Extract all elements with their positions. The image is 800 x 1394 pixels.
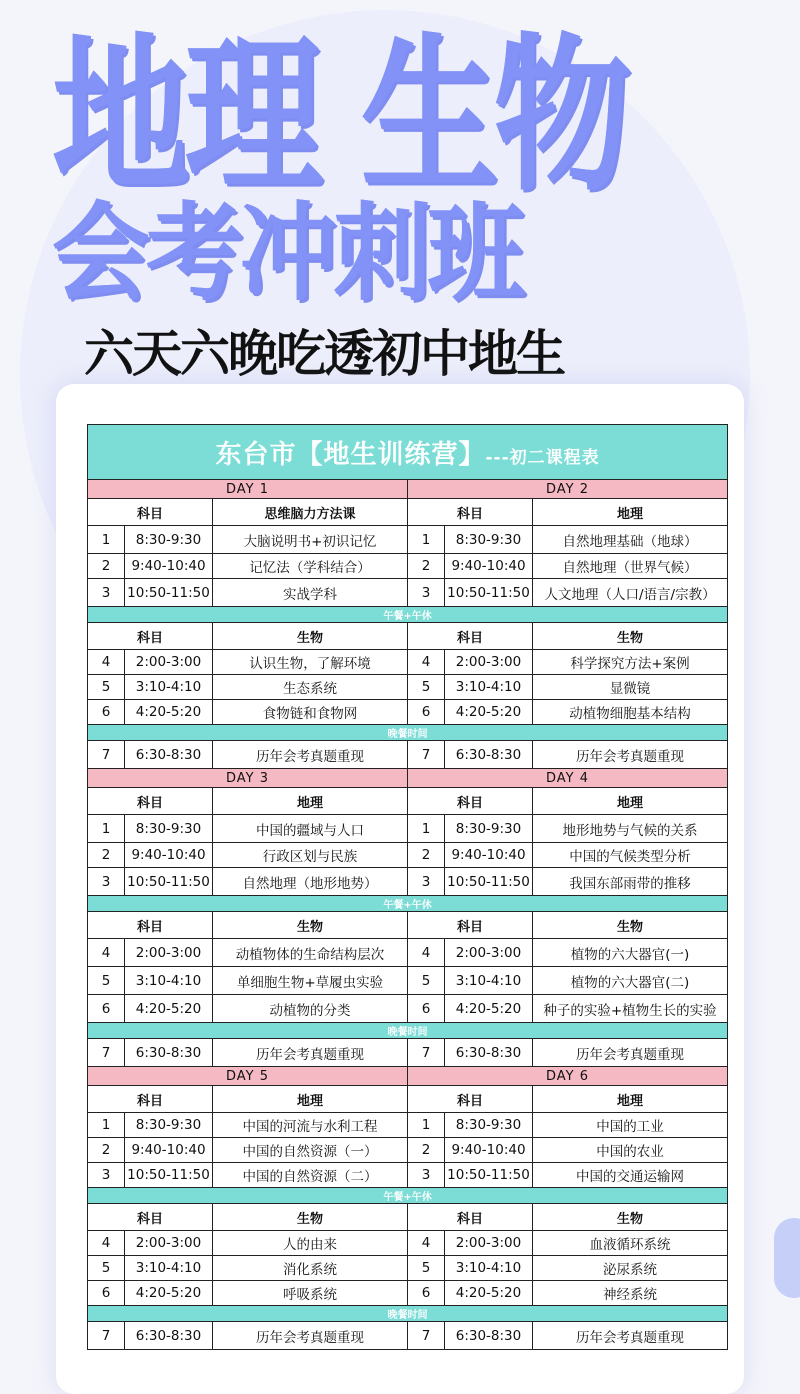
table-row — [88, 554, 728, 579]
subject-header-label: 科目 — [408, 912, 533, 939]
period-number: 3 — [88, 579, 125, 607]
period-number: 5 — [408, 1256, 445, 1281]
course-topic: 自然地理（地形地势） — [213, 868, 408, 896]
subject-header-label: 科目 — [408, 1086, 533, 1113]
session-subject: 生物 — [533, 912, 728, 939]
period-time: 9:40-10:40 — [445, 1138, 533, 1163]
day-label: DAY 1 — [88, 480, 408, 499]
period-number: 4 — [88, 650, 125, 675]
course-topic: 中国的交通运输网 — [533, 1163, 728, 1188]
subject-header-row — [88, 788, 728, 815]
lunch-break-row — [88, 1188, 728, 1204]
subject-header-label: 科目 — [88, 623, 213, 650]
table-row — [88, 1281, 728, 1306]
course-topic: 记忆法（学科结合） — [213, 554, 408, 579]
course-topic: 中国的自然资源（一） — [213, 1138, 408, 1163]
period-time: 10:50-11:50 — [445, 1163, 533, 1188]
table-row — [88, 1231, 728, 1256]
table-row — [88, 526, 728, 554]
period-time: 6:30-8:30 — [445, 1039, 533, 1067]
period-number: 6 — [88, 995, 125, 1023]
table-row — [88, 939, 728, 967]
period-time: 3:10-4:10 — [445, 967, 533, 995]
period-time: 4:20-5:20 — [125, 700, 213, 725]
decoration — [774, 1218, 800, 1298]
day-label: DAY 4 — [408, 769, 728, 788]
table-row — [88, 1256, 728, 1281]
course-topic: 我国东部雨带的推移 — [533, 868, 728, 896]
table-row — [88, 579, 728, 607]
course-topic: 中国的工业 — [533, 1113, 728, 1138]
table-row — [88, 650, 728, 675]
tagline: 六天六晚吃透初中地生 — [84, 325, 564, 383]
period-number: 3 — [88, 868, 125, 896]
subject-header-label: 科目 — [88, 499, 213, 526]
course-topic: 植物的六大器官(一) — [533, 939, 728, 967]
period-number: 7 — [408, 741, 445, 769]
course-topic: 中国的农业 — [533, 1138, 728, 1163]
course-topic: 种子的实验+植物生长的实验 — [533, 995, 728, 1023]
period-time: 2:00-3:00 — [125, 1231, 213, 1256]
subject-header-label: 科目 — [88, 1204, 213, 1231]
period-time: 2:00-3:00 — [445, 1231, 533, 1256]
period-time: 10:50-11:50 — [445, 868, 533, 896]
course-topic: 历年会考真题重现 — [213, 1039, 408, 1067]
course-topic: 消化系统 — [213, 1256, 408, 1281]
day-header-row — [88, 1067, 728, 1086]
lunch-break-label: 午餐+午休 — [88, 607, 728, 623]
period-time: 4:20-5:20 — [445, 995, 533, 1023]
period-time: 2:00-3:00 — [125, 650, 213, 675]
period-number: 5 — [88, 1256, 125, 1281]
period-number: 2 — [88, 554, 125, 579]
course-topic: 生态系统 — [213, 675, 408, 700]
period-time: 2:00-3:00 — [125, 939, 213, 967]
period-number: 7 — [88, 1039, 125, 1067]
period-time: 4:20-5:20 — [445, 1281, 533, 1306]
session-subject: 生物 — [213, 912, 408, 939]
course-topic: 历年会考真题重现 — [213, 1322, 408, 1350]
period-number: 4 — [408, 939, 445, 967]
course-topic: 动植物的分类 — [213, 995, 408, 1023]
course-topic: 人的由来 — [213, 1231, 408, 1256]
period-number: 5 — [88, 675, 125, 700]
course-topic: 神经系统 — [533, 1281, 728, 1306]
subject-header-label: 科目 — [88, 912, 213, 939]
period-time: 10:50-11:50 — [125, 868, 213, 896]
period-number: 5 — [408, 967, 445, 995]
period-time: 4:20-5:20 — [125, 995, 213, 1023]
period-number: 4 — [408, 1231, 445, 1256]
table-row — [88, 815, 728, 843]
course-topic: 地形地势与气候的关系 — [533, 815, 728, 843]
period-number: 4 — [88, 1231, 125, 1256]
period-number: 2 — [408, 843, 445, 868]
period-time: 4:20-5:20 — [445, 700, 533, 725]
table-row — [88, 700, 728, 725]
dinner-break-row — [88, 1306, 728, 1322]
table-row — [88, 1113, 728, 1138]
subject-header-row — [88, 912, 728, 939]
course-topic: 植物的六大器官(二) — [533, 967, 728, 995]
period-time: 3:10-4:10 — [445, 1256, 533, 1281]
table-row — [88, 868, 728, 896]
period-time: 8:30-9:30 — [445, 1113, 533, 1138]
dinner-break-label: 晚餐时间 — [88, 1306, 728, 1322]
period-time: 6:30-8:30 — [125, 1322, 213, 1350]
day-label: DAY 3 — [88, 769, 408, 788]
dinner-break-label: 晚餐时间 — [88, 1023, 728, 1039]
course-topic: 泌尿系统 — [533, 1256, 728, 1281]
table-row — [88, 995, 728, 1023]
period-time: 10:50-11:50 — [445, 579, 533, 607]
course-topic: 大脑说明书+初识记忆 — [213, 526, 408, 554]
period-time: 6:30-8:30 — [445, 1322, 533, 1350]
course-topic: 中国的自然资源（二） — [213, 1163, 408, 1188]
period-time: 9:40-10:40 — [125, 554, 213, 579]
day-label: DAY 6 — [408, 1067, 728, 1086]
course-topic: 行政区划与民族 — [213, 843, 408, 868]
table-title-row — [88, 425, 728, 480]
day-label: DAY 2 — [408, 480, 728, 499]
course-topic: 历年会考真题重现 — [533, 1039, 728, 1067]
table-title-text: 东台市【地生训练营】 — [215, 439, 486, 470]
session-subject: 地理 — [213, 1086, 408, 1113]
period-number: 2 — [88, 1138, 125, 1163]
period-time: 9:40-10:40 — [445, 554, 533, 579]
table-row — [88, 1163, 728, 1188]
period-time: 4:20-5:20 — [125, 1281, 213, 1306]
dinner-break-row — [88, 725, 728, 741]
period-number: 1 — [408, 815, 445, 843]
course-topic: 历年会考真题重现 — [533, 741, 728, 769]
course-topic: 中国的气候类型分析 — [533, 843, 728, 868]
period-time: 8:30-9:30 — [125, 815, 213, 843]
period-time: 6:30-8:30 — [125, 1039, 213, 1067]
period-number: 6 — [88, 700, 125, 725]
period-number: 1 — [88, 526, 125, 554]
course-topic: 科学探究方法+案例 — [533, 650, 728, 675]
period-number: 3 — [408, 579, 445, 607]
table-row — [88, 1138, 728, 1163]
period-time: 8:30-9:30 — [125, 526, 213, 554]
course-topic: 中国的河流与水利工程 — [213, 1113, 408, 1138]
day-header-row — [88, 480, 728, 499]
course-topic: 历年会考真题重现 — [533, 1322, 728, 1350]
period-number: 3 — [88, 1163, 125, 1188]
session-subject: 生物 — [533, 1204, 728, 1231]
session-subject: 生物 — [213, 623, 408, 650]
table-title-suffix: ---初二课程表 — [485, 447, 600, 468]
period-number: 7 — [88, 741, 125, 769]
schedule-table — [87, 424, 728, 1350]
period-time: 6:30-8:30 — [125, 741, 213, 769]
period-time: 8:30-9:30 — [445, 815, 533, 843]
period-number: 7 — [88, 1322, 125, 1350]
course-topic: 中国的疆域与人口 — [213, 815, 408, 843]
lunch-break-row — [88, 607, 728, 623]
lunch-break-label: 午餐+午休 — [88, 896, 728, 912]
period-time: 9:40-10:40 — [125, 1138, 213, 1163]
period-number: 1 — [408, 526, 445, 554]
table-title — [88, 425, 728, 480]
hero-title: 地理 生物 — [52, 18, 627, 214]
subject-header-row — [88, 623, 728, 650]
period-number: 2 — [88, 843, 125, 868]
period-time: 8:30-9:30 — [445, 526, 533, 554]
period-time: 3:10-4:10 — [445, 675, 533, 700]
period-time: 10:50-11:50 — [125, 579, 213, 607]
lunch-break-row — [88, 896, 728, 912]
lunch-break-label: 午餐+午休 — [88, 1188, 728, 1204]
period-number: 3 — [408, 1163, 445, 1188]
course-topic: 血液循环系统 — [533, 1231, 728, 1256]
period-time: 9:40-10:40 — [125, 843, 213, 868]
subject-header-row — [88, 499, 728, 526]
course-topic: 实战学科 — [213, 579, 408, 607]
period-number: 2 — [408, 554, 445, 579]
session-subject: 地理 — [213, 788, 408, 815]
subject-header-label: 科目 — [408, 499, 533, 526]
subject-header-label: 科目 — [408, 1204, 533, 1231]
course-topic: 食物链和食物网 — [213, 700, 408, 725]
dinner-break-row — [88, 1023, 728, 1039]
period-time: 9:40-10:40 — [445, 843, 533, 868]
course-topic: 呼吸系统 — [213, 1281, 408, 1306]
period-number: 4 — [88, 939, 125, 967]
course-topic: 人文地理（人口/语言/宗教） — [533, 579, 728, 607]
course-topic: 显微镜 — [533, 675, 728, 700]
course-topic: 自然地理基础（地球） — [533, 526, 728, 554]
table-row — [88, 843, 728, 868]
period-number: 3 — [408, 868, 445, 896]
session-subject: 思维脑力方法课 — [213, 499, 408, 526]
period-number: 6 — [88, 1281, 125, 1306]
table-row — [88, 967, 728, 995]
subject-header-label: 科目 — [88, 1086, 213, 1113]
day-label: DAY 5 — [88, 1067, 408, 1086]
course-topic: 历年会考真题重现 — [213, 741, 408, 769]
period-time: 3:10-4:10 — [125, 967, 213, 995]
table-row — [88, 1039, 728, 1067]
period-number: 4 — [408, 650, 445, 675]
session-subject: 地理 — [533, 788, 728, 815]
course-topic: 认识生物，了解环境 — [213, 650, 408, 675]
period-number: 6 — [408, 995, 445, 1023]
day-header-row — [88, 769, 728, 788]
session-subject: 生物 — [533, 623, 728, 650]
period-time: 3:10-4:10 — [125, 675, 213, 700]
hero-subtitle: 会考冲刺班 — [52, 192, 522, 315]
subject-header-row — [88, 1086, 728, 1113]
period-time: 8:30-9:30 — [125, 1113, 213, 1138]
period-time: 3:10-4:10 — [125, 1256, 213, 1281]
period-number: 5 — [88, 967, 125, 995]
course-topic: 自然地理（世界气候） — [533, 554, 728, 579]
session-subject: 地理 — [533, 1086, 728, 1113]
period-time: 10:50-11:50 — [125, 1163, 213, 1188]
period-number: 1 — [88, 815, 125, 843]
period-number: 2 — [408, 1138, 445, 1163]
course-topic: 动植物体的生命结构层次 — [213, 939, 408, 967]
period-number: 1 — [408, 1113, 445, 1138]
subject-header-label: 科目 — [88, 788, 213, 815]
period-time: 2:00-3:00 — [445, 650, 533, 675]
subject-header-row — [88, 1204, 728, 1231]
course-topic: 动植物细胞基本结构 — [533, 700, 728, 725]
session-subject: 地理 — [533, 499, 728, 526]
table-row — [88, 1322, 728, 1350]
period-number: 6 — [408, 700, 445, 725]
subject-header-label: 科目 — [408, 623, 533, 650]
period-number: 5 — [408, 675, 445, 700]
course-topic: 单细胞生物+草履虫实验 — [213, 967, 408, 995]
period-time: 2:00-3:00 — [445, 939, 533, 967]
period-number: 7 — [408, 1039, 445, 1067]
period-number: 1 — [88, 1113, 125, 1138]
table-row — [88, 741, 728, 769]
dinner-break-label: 晚餐时间 — [88, 725, 728, 741]
table-row — [88, 675, 728, 700]
subject-header-label: 科目 — [408, 788, 533, 815]
period-time: 6:30-8:30 — [445, 741, 533, 769]
period-number: 6 — [408, 1281, 445, 1306]
session-subject: 生物 — [213, 1204, 408, 1231]
period-number: 7 — [408, 1322, 445, 1350]
